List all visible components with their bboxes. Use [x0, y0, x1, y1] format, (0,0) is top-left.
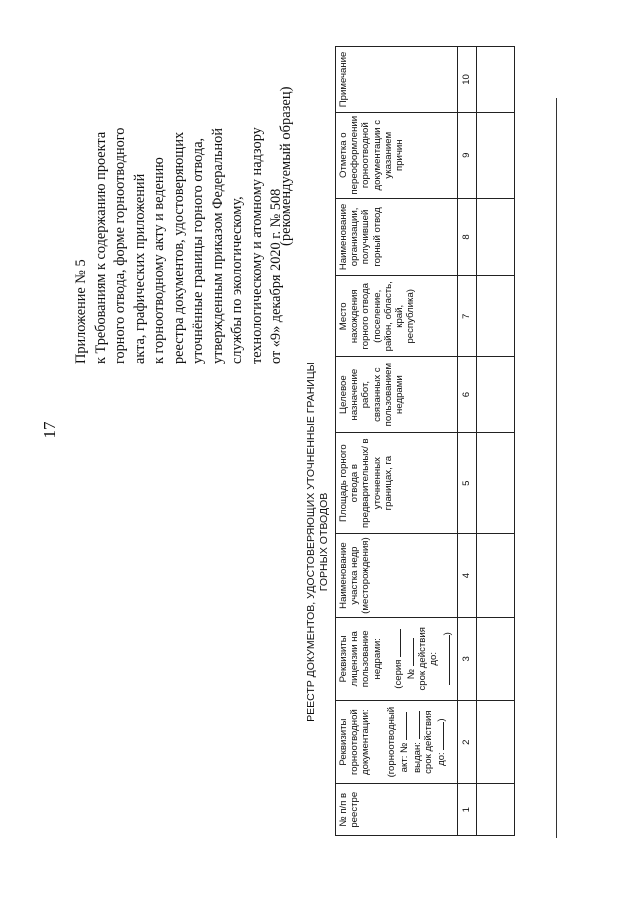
header-cell-2: Реквизиты горноотводной документации: (горноотводный акт: № выдан: срок действия до: )	[336, 700, 458, 784]
page-number: 17	[40, 421, 59, 439]
column-number: 6	[458, 357, 477, 433]
header-cell-4: Наименование участка недр (месторождения)	[336, 534, 458, 618]
column-number: 3	[458, 617, 477, 700]
header-cell-6: Целевое назначение работ, связанных с пользованием недрами	[336, 357, 458, 433]
header-cell-8: Наименование организации, получившей горный отвод	[336, 198, 458, 276]
header-row	[336, 47, 458, 836]
empty-cell	[477, 198, 515, 276]
column-number: 9	[458, 112, 477, 198]
column-number: 10	[458, 47, 477, 113]
header-cell-9: Отметка о переоформлении горноотводной документации с указанием причин	[336, 112, 458, 198]
appendix-line: реестра документов, удостоверяющих	[170, 131, 187, 364]
appendix-line: горного отвода, форме горноотводного	[112, 127, 128, 364]
empty-data-row	[477, 47, 515, 836]
column-number: 2	[458, 700, 477, 784]
appendix-line: технологическому и атомному надзору	[248, 127, 265, 364]
header-cell-1: № п/п в реестре	[336, 784, 458, 836]
column-number: 4	[458, 534, 477, 618]
column-number: 7	[458, 276, 477, 357]
appendix-line: от «9» декабря 2020 г. № 508	[268, 188, 284, 364]
appendix-line: Приложение № 5	[73, 259, 89, 364]
table-title-line-2: ГОРНЫХ ОТВОДОВ	[317, 492, 330, 592]
column-number: 8	[458, 198, 477, 276]
appendix-heading	[72, 74, 284, 364]
empty-cell	[477, 112, 515, 198]
appendix-line: уточнённые границы горного отвода,	[190, 137, 206, 364]
appendix-line: к Требованиям к содержанию проекта	[92, 131, 109, 364]
empty-cell	[477, 432, 515, 533]
empty-cell	[477, 700, 515, 784]
empty-cell	[477, 534, 515, 618]
footnote-rule	[556, 98, 557, 838]
header-cell-7: Место нахождения горного отвода (поселение, район, область, край, республика)	[336, 276, 458, 357]
header-cell-3: Реквизиты лицензии на пользование недрами: (серия № срок действия до: )	[336, 617, 458, 700]
registry-table	[335, 46, 515, 836]
column-number-row	[458, 47, 477, 836]
empty-cell	[477, 784, 515, 836]
appendix-line: службы по экологическому,	[229, 196, 245, 364]
appendix-line: к горноотводному акту и ведению	[151, 157, 167, 364]
header-cell-10: Примечание	[336, 47, 458, 113]
empty-cell	[477, 276, 515, 357]
registry-table-wrapper	[335, 46, 515, 836]
empty-cell	[477, 47, 515, 113]
column-number: 5	[458, 432, 477, 533]
appendix-line: акта, графических приложений	[131, 173, 148, 364]
header-cell-5: Площадь горного отвода в предварительных/ в уточненных границах, га	[336, 432, 458, 533]
appendix-line: утвержденным приказом Федеральной	[209, 128, 226, 364]
column-number: 1	[458, 784, 477, 836]
table-title-line-1: РЕЕСТР ДОКУМЕНТОВ, УДОСТОВЕРЯЮЩИХ УТОЧНЕННЫЕ ГРАНИЦЫ	[305, 362, 317, 722]
empty-cell	[477, 617, 515, 700]
sample-note: (рекомендуемый образец)	[278, 86, 294, 246]
empty-cell	[477, 357, 515, 433]
